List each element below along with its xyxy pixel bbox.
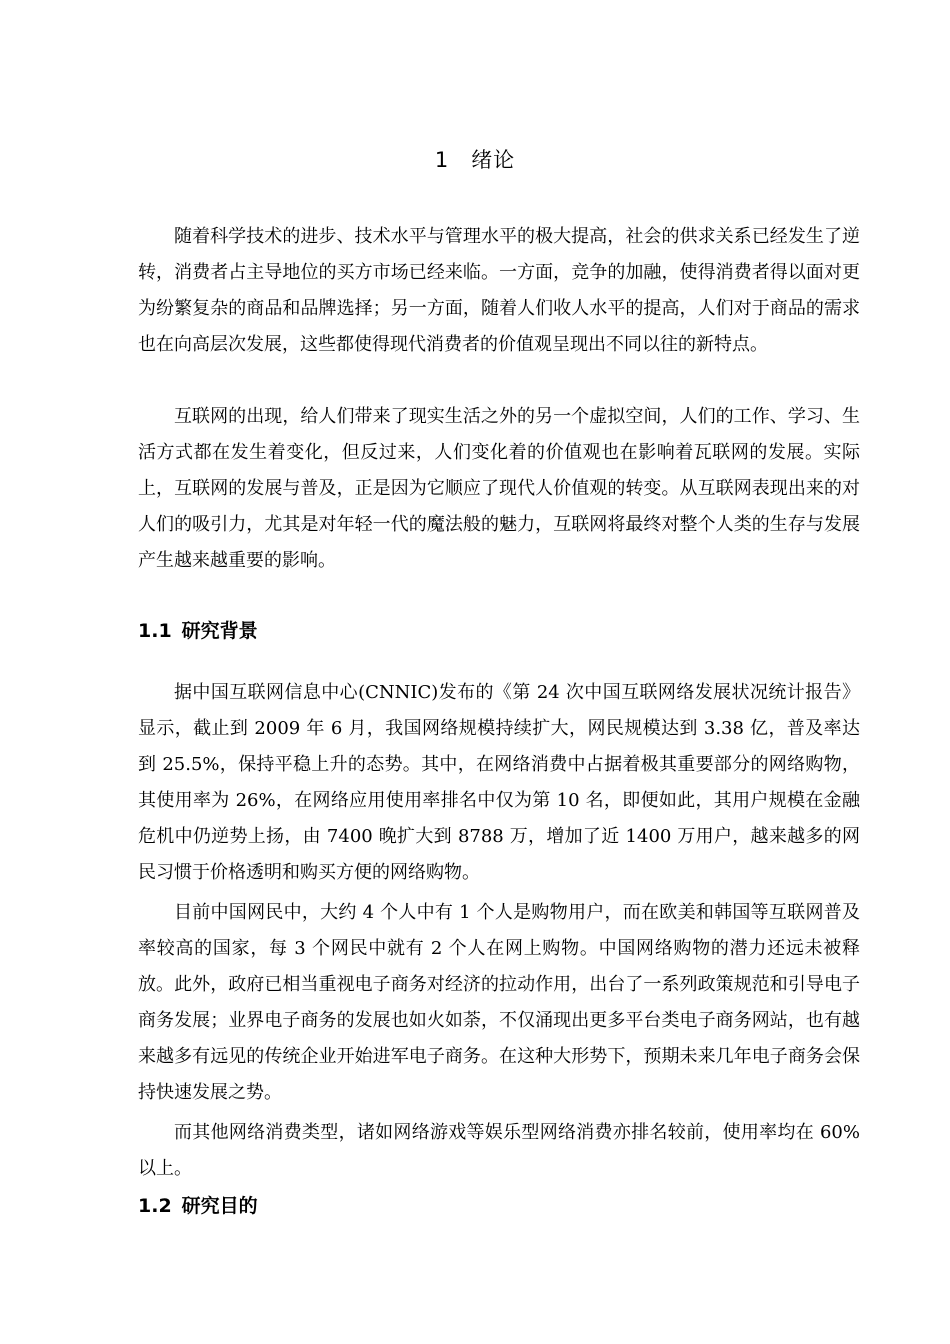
background-paragraph-1: 据中国互联网信息中心(CNNIC)发布的《第 24 次中国互联网络发展状况统计报告》显示，截止到 2009 年 6 月，我国网络规模持续扩大，网民规模达到 3.38 亿，普及率达到 25.5%，保持平稳上升的态势。其中，在网络消费中占据着极其重要部分的网络购物，其使用率为 26%，在网络应用使用率排名中仅为第 10 名，即便如此，其用户规模在金融危机中仍逆势上扬，由 7400 晚扩大到 8788 万，增加了近 1400 万用户，越来越多的网民习惯于价格透明和购买方便的网络购物。 bbox=[138, 682, 860, 883]
chapter-title-text: 绪论 bbox=[471, 148, 516, 172]
background-paragraph-2: 目前中国网民中，大约 4 个人中有 1 个人是购物用户，而在欧美和韩国等互联网普及率较高的国家，每 3 个网民中就有 2 个人在网上购物。中国网络购物的潜力还远未被释放。此外，政府已相当重视电子商务对经济的拉动作用，出台了一系列政策规范和引导电子商务发展；业界电子商务的发展也如火如荼，不仅涌现出更多平台类电子商务网站，也有越来越多有远见的传统企业开始进军电子商务。在这种大形势下，预期未来几年电子商务会保持快速发展之势。 bbox=[138, 902, 860, 1103]
section-title: 研究背景 bbox=[181, 620, 258, 642]
section-number: 1.1 bbox=[138, 620, 172, 642]
intro-paragraph-2: 互联网的出现，给人们带来了现实生活之外的另一个虚拟空间，人们的工作、学习、生活方式都在发生着变化，但反过来，人们变化着的价值观也在影响着瓦联网的发展。实际上，互联网的发展与普及，正是因为它顺应了现代人价值观的转变。从互联网表现出来的对人们的吸引力，尤其是对年轻一代的魔法般的魅力，互联网将最终对整个人类的生存与发展产生越来越重要的影响。 bbox=[138, 406, 860, 571]
section-number: 1.2 bbox=[138, 1195, 172, 1217]
section-heading-1-1 bbox=[138, 617, 258, 645]
section-heading-1-2 bbox=[138, 1192, 258, 1220]
section-title: 研究目的 bbox=[181, 1195, 258, 1217]
chapter-number: 1 bbox=[434, 148, 450, 172]
background-paragraph-3: 而其他网络消费类型，诸如网络游戏等娱乐型网络消费亦排名较前，使用率均在 60%以上。 bbox=[138, 1122, 860, 1179]
intro-paragraph-1: 随着科学技术的进步、技术水平与管理水平的极大提高，社会的供求关系已经发生了逆转，消费者占主导地位的买方市场已经来临。一方面，竞争的加融，使得消费者得以面对更为纷繁复杂的商品和品牌选择；另一方面，随着人们收人水平的提高，人们对于商品的需求也在向高层次发展，这些都使得现代消费者的价值观呈现出不同以往的新特点。 bbox=[138, 226, 860, 355]
chapter-title bbox=[0, 145, 950, 175]
